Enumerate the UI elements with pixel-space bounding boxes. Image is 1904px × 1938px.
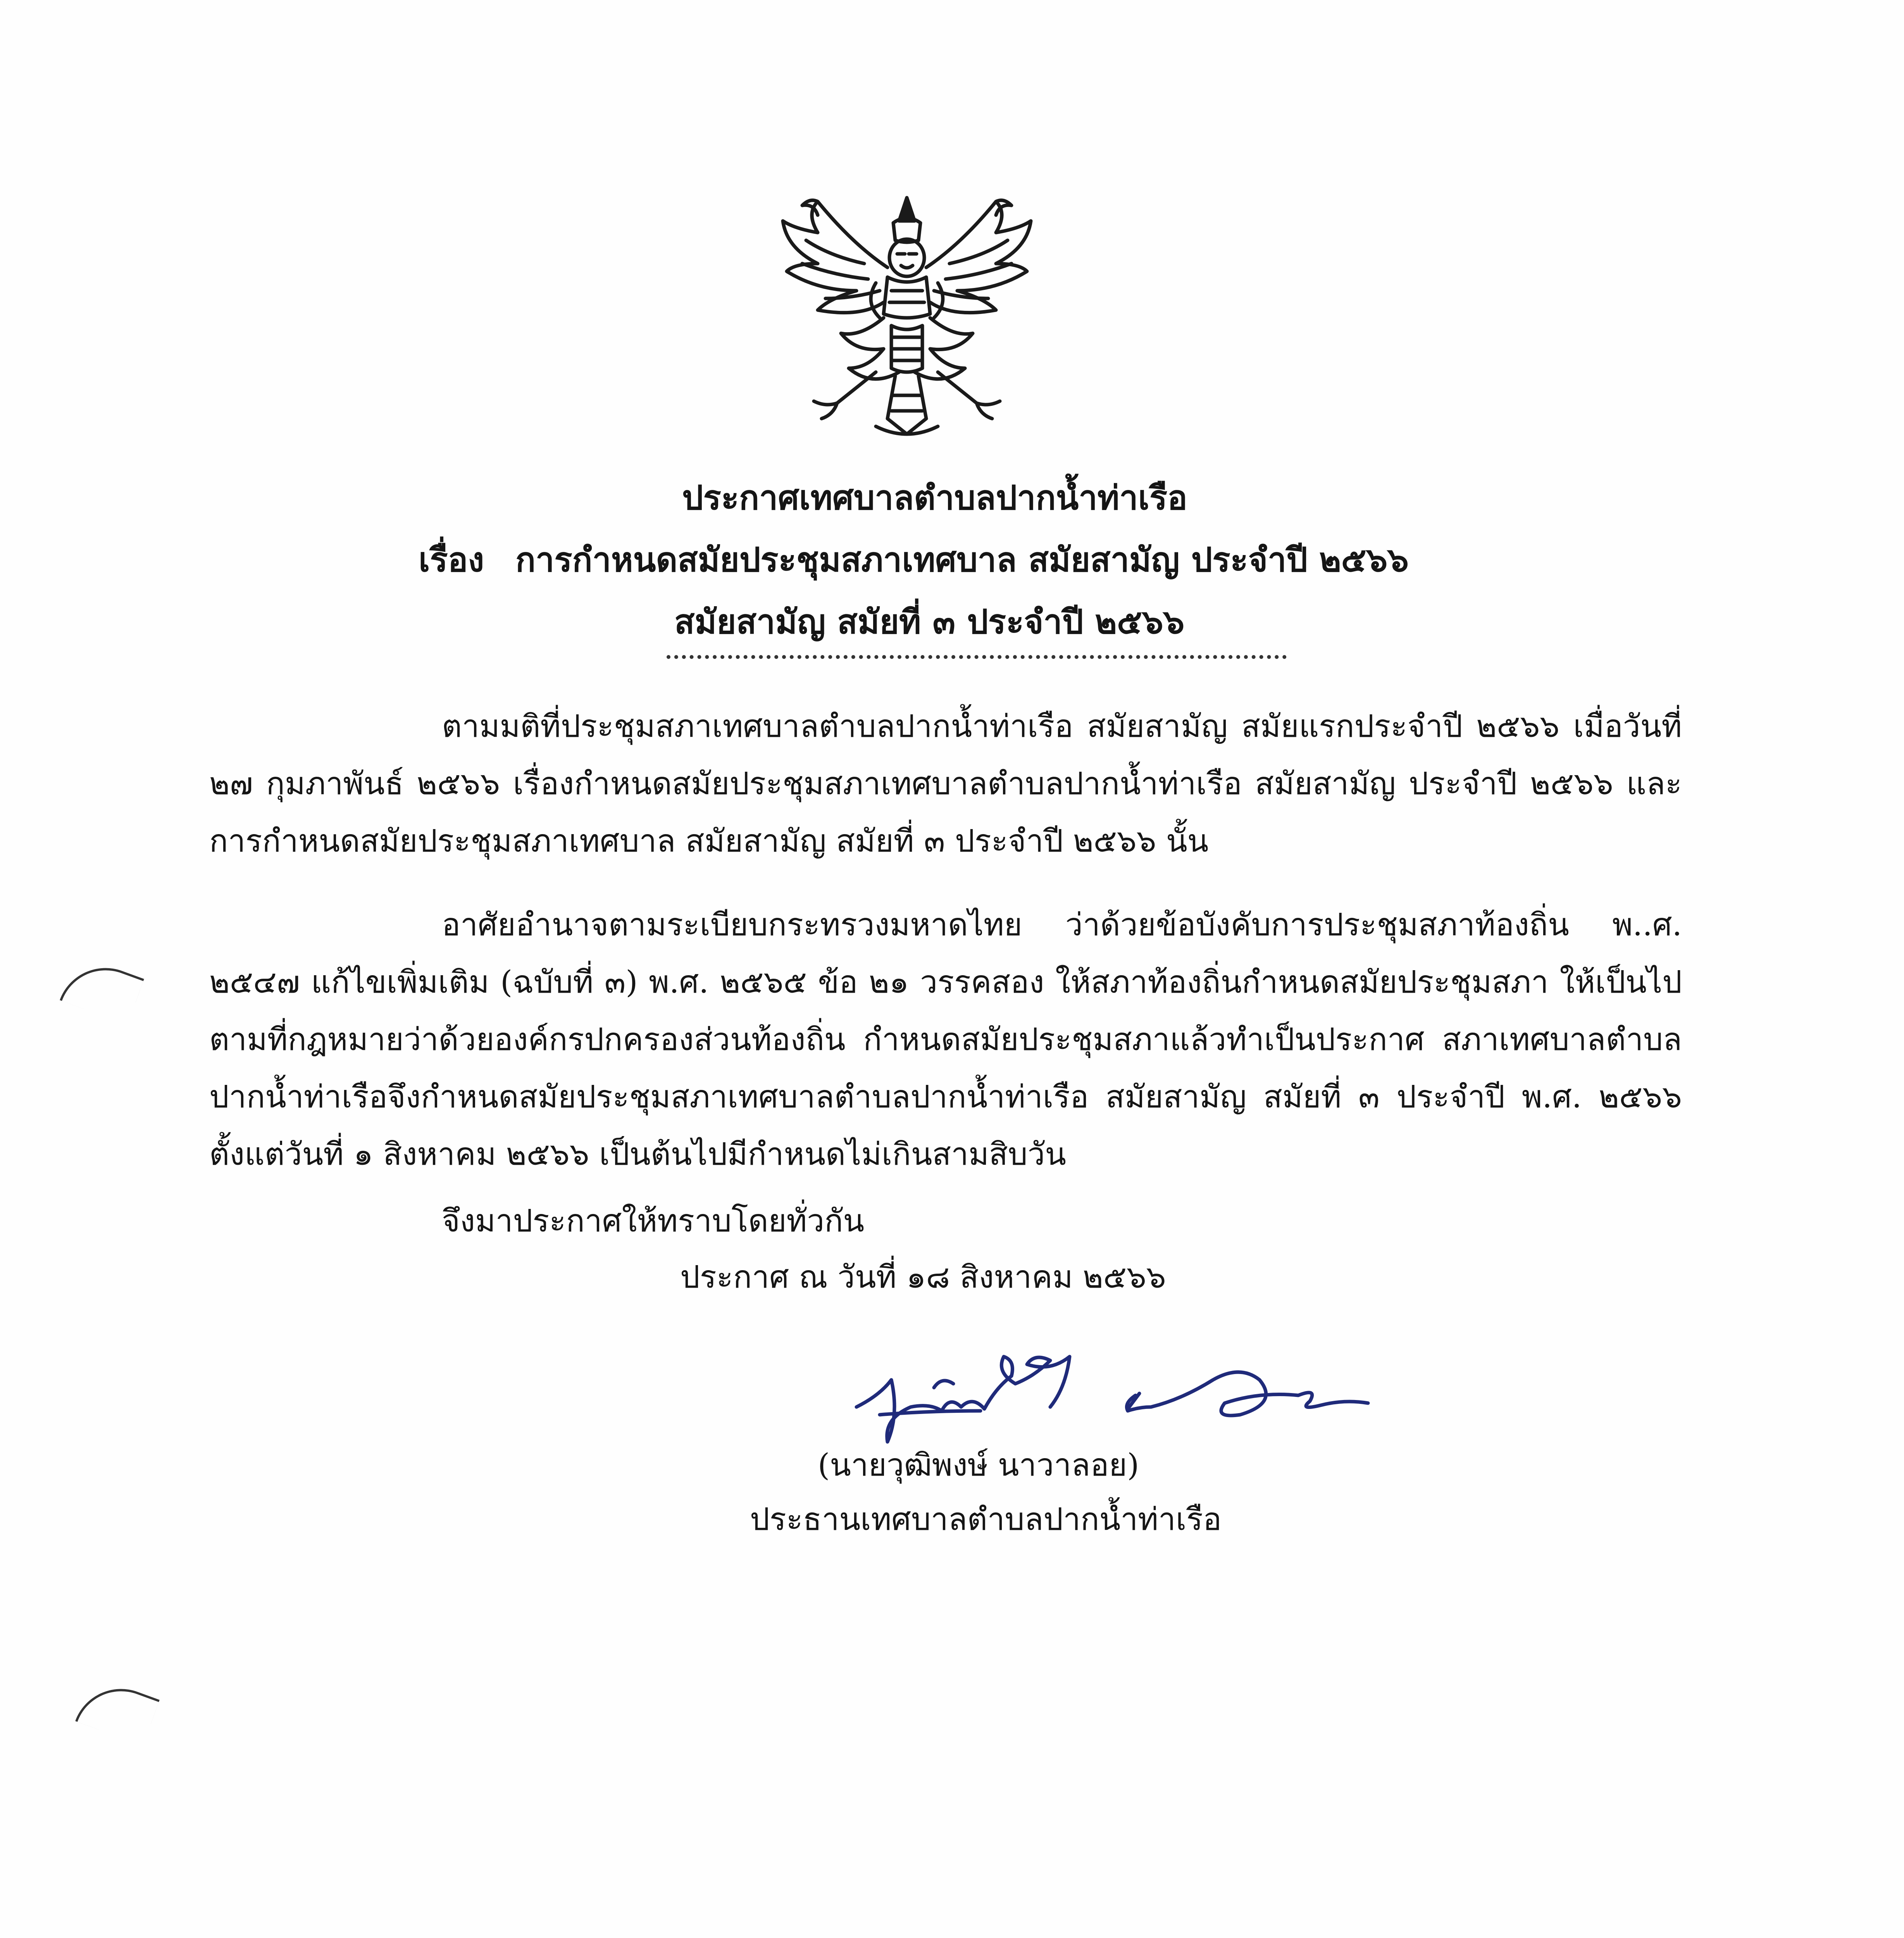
document-body	[209, 698, 1682, 1183]
signer-name: (นายวุฒิพงษ์ นาวาลอย)	[818, 1447, 1139, 1483]
subject-text: การกำหนดสมัยประชุมสภาเทศบาล สมัยสามัญ ประจำปี ๒๕๖๖	[515, 540, 1409, 579]
title-block	[419, 467, 1581, 653]
punch-hole-mark	[60, 954, 144, 1025]
garuda-emblem-icon	[760, 186, 1054, 450]
subject-label: เรื่อง	[419, 540, 484, 579]
announcement-date: ประกาศ ณ วันที่ ๑๘ สิงหาคม ๒๕๖๖	[680, 1259, 1166, 1295]
signer-title: ประธานเทศบาลตำบลปากน้ำท่าเรือ	[750, 1501, 1222, 1537]
closing-notice: จึงมาประกาศให้ทราบโดยทั่วกัน	[442, 1203, 865, 1239]
document-title: ประกาศเทศบาลตำบลปากน้ำท่าเรือ	[682, 478, 1187, 517]
punch-hole-mark	[75, 1675, 160, 1746]
subject-line-2: สมัยสามัญ สมัยที่ ๓ ประจำปี ๒๕๖๖	[674, 602, 1185, 641]
paragraph-1: ตามมติที่ประชุมสภาเทศบาลตำบลปากน้ำท่าเรือ สมัยสามัญ สมัยแรกประจำปี ๒๕๖๖ เมื่อวันที่ ๒๗ กุมภาพันธ์ ๒๕๖๖ เรื่องกำหนดสมัยประชุมสภาเทศบาลตำบลปากน้ำท่าเรือ สมัยสามัญ ประจำปี ๒๕๖๖ และการกำหนดสมัยประชุมสภาเทศบาล สมัยสามัญ สมัยที่ ๓ ประจำปี ๒๕๖๖ นั้น	[209, 708, 1682, 859]
paragraph-2: อาศัยอำนาจตามระเบียบกระทรวงมหาดไทย ว่าด้วยข้อบังคับการประชุมสภาท้องถิ่น พ..ศ. ๒๕๔๗ แก้ไขเพิ่มเติม (ฉบับที่ ๓) พ.ศ. ๒๕๖๕ ข้อ ๒๑ วรรคสอง ให้สภาท้องถิ่นกำหนดสมัยประชุมสภา ให้เป็นไปตามที่กฎหมายว่าด้วยองค์กรปกครองส่วนท้องถิ่น กำหนดสมัยประชุมสภาแล้วทำเป็นประกาศ สภาเทศบาลตำบลปากน้ำท่าเรือจึงกำหนดสมัยประชุมสภาเทศบาลตำบลปากน้ำท่าเรือ สมัยสามัญ สมัยที่ ๓ ประจำปี พ.ศ. ๒๕๖๖ ตั้งแต่วันที่ ๑ สิงหาคม ๒๕๖๖ เป็นต้นไปมีกำหนดไม่เกินสามสิบวัน	[209, 907, 1682, 1172]
dotted-divider	[667, 655, 1287, 659]
subject-line	[419, 529, 1581, 591]
